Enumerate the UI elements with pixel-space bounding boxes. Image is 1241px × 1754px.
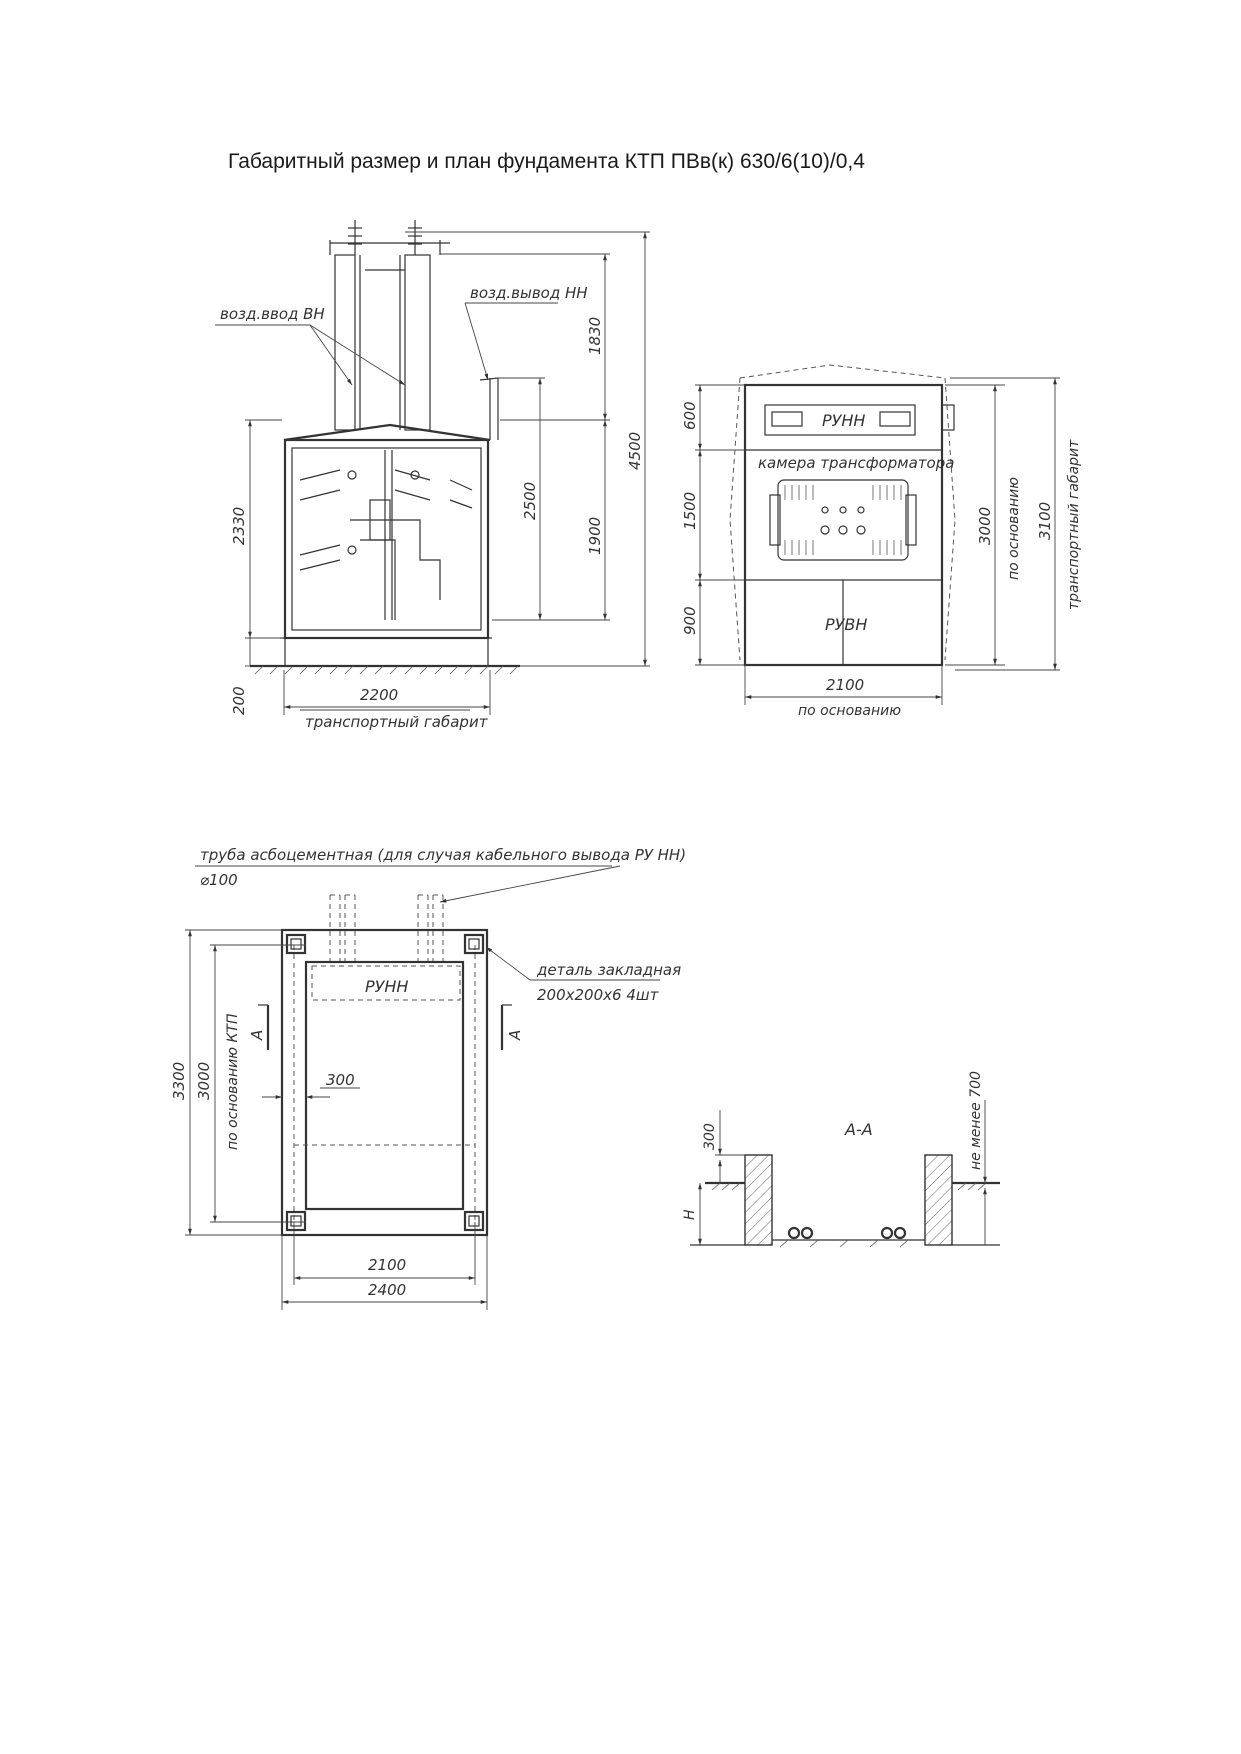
lv-output-label: возд.вывод НН bbox=[470, 284, 588, 302]
dim-upper: 1830 bbox=[586, 316, 604, 355]
front-dim-transport-height: 3100 bbox=[1036, 501, 1054, 540]
front-dim-top: 600 bbox=[681, 401, 699, 430]
hv-input-label: возд.ввод ВН bbox=[220, 305, 325, 323]
dim-mid: 2500 bbox=[521, 481, 539, 520]
dim-width: 2200 bbox=[360, 686, 399, 704]
embedded-note: деталь закладная bbox=[537, 961, 682, 979]
section-mark-left: А bbox=[248, 1029, 266, 1040]
switchgear-icon bbox=[300, 450, 472, 620]
embedded-size: 200x200x6 4шт bbox=[537, 986, 659, 1004]
front-view bbox=[681, 365, 1082, 719]
front-transformer-label: камера трансформатора bbox=[758, 454, 955, 472]
plan-dim-inner-width: 2100 bbox=[368, 1256, 407, 1274]
front-dim-bottom: 900 bbox=[681, 606, 699, 635]
section-dim-depth: H bbox=[682, 1209, 698, 1220]
section-dim-top: 300 bbox=[702, 1123, 718, 1150]
front-dim-base-height: 3000 bbox=[976, 506, 994, 545]
cable-pipe-icon bbox=[789, 1228, 905, 1238]
section-dim-min-depth: не менее 700 bbox=[968, 1071, 984, 1170]
dim-body: 2330 bbox=[230, 506, 248, 545]
plan-dim-inner-height: 3000 bbox=[195, 1061, 213, 1100]
section-mark-right: А bbox=[506, 1029, 524, 1040]
front-dim-middle: 1500 bbox=[681, 491, 699, 530]
plan-dim-offset: 300 bbox=[326, 1071, 355, 1089]
front-dim-width-note: по основанию bbox=[798, 703, 902, 719]
side-view bbox=[215, 220, 650, 731]
hv-insulator-icon bbox=[330, 220, 450, 255]
pipe-note: труба асбоцементная (для случая кабельного вывода РУ НН) bbox=[200, 846, 687, 864]
dim-total-height: 4500 bbox=[626, 431, 644, 470]
transformer-icon bbox=[770, 480, 916, 560]
pipe-diameter: ⌀100 bbox=[200, 871, 238, 889]
section-title: А-А bbox=[845, 1120, 873, 1139]
front-hv-panel-label: РУВН bbox=[825, 615, 868, 634]
page-title: Габаритный размер и план фундамента КТП ПВв(к) 630/6(10)/0,4 bbox=[228, 150, 865, 173]
dim-lower: 1900 bbox=[586, 516, 604, 555]
plan-view bbox=[170, 846, 686, 1310]
front-dim-width: 2100 bbox=[826, 676, 865, 694]
dim-base: 200 bbox=[230, 686, 248, 715]
front-dim-transport-height-note: транспортный габарит bbox=[1066, 439, 1082, 610]
plan-dim-outer-height: 3300 bbox=[170, 1061, 188, 1100]
plan-dim-outer-width: 2400 bbox=[368, 1281, 407, 1299]
front-dim-base-height-note: по основанию bbox=[1006, 476, 1022, 580]
front-lv-panel-label: РУНН bbox=[822, 411, 866, 430]
plan-dim-inner-height-note: по основанию КТП bbox=[225, 1013, 241, 1150]
plan-lv-panel-label: РУНН bbox=[365, 977, 409, 996]
dim-width-note: транспортный габарит bbox=[305, 713, 488, 731]
section-view bbox=[682, 1071, 1000, 1247]
